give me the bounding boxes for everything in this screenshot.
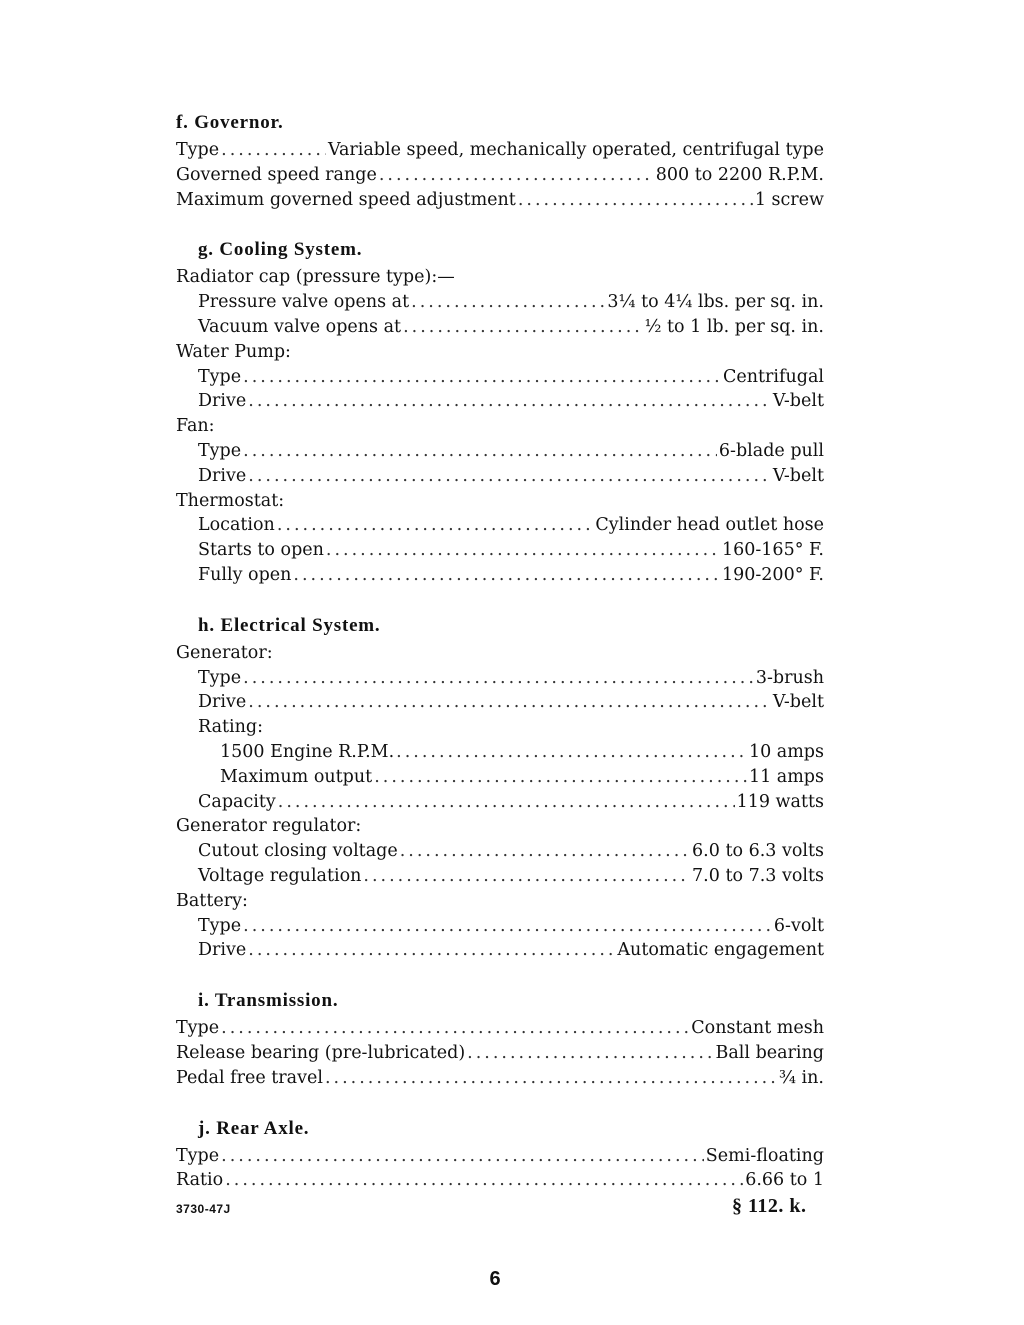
spec-row [176, 914, 824, 939]
leader-dots [403, 315, 642, 340]
section-rear-axle [176, 1114, 824, 1194]
spec-value: 11 amps [748, 766, 824, 787]
subgroup-label [176, 889, 824, 914]
spec-row [176, 163, 824, 188]
leader-dots [379, 163, 654, 188]
spec-label: Ratio [176, 1170, 224, 1191]
leader-dots [221, 1144, 704, 1169]
spec-row [176, 188, 824, 213]
leader-dots [411, 290, 605, 315]
subgroup-label [176, 489, 824, 514]
spec-label: Location [198, 515, 275, 536]
spec-row [176, 839, 824, 864]
spec-row [176, 439, 824, 464]
spec-value: 7.0 to 7.3 volts [692, 865, 824, 886]
spec-label: Pedal free travel [176, 1067, 323, 1088]
spec-label: Pressure valve opens at [198, 292, 410, 313]
spec-label: Vacuum valve opens at [198, 316, 402, 337]
spec-value: Automatic engagement [617, 940, 824, 961]
section-heading: i. Transmission. [198, 990, 339, 1012]
spec-value: V-belt [772, 465, 824, 486]
section-heading: g. Cooling System. [198, 239, 363, 261]
subgroup-label [176, 814, 824, 839]
leader-dots [243, 365, 721, 390]
leader-dots [467, 1041, 713, 1066]
leader-dots [243, 439, 717, 464]
spec-label: Drive [198, 692, 247, 713]
leader-dots [325, 1066, 777, 1091]
thermostat-label: Thermostat: [176, 490, 285, 511]
spec-row [176, 790, 824, 815]
subgroup-label [176, 641, 824, 666]
spec-row [176, 563, 824, 588]
subgroup-label [176, 340, 824, 365]
water-pump-label: Water Pump: [176, 341, 291, 362]
spec-row [176, 138, 824, 163]
spec-row [176, 365, 824, 390]
spec-label: Fully open [198, 564, 292, 585]
generator-regulator-label: Generator regulator: [176, 816, 362, 837]
spec-label: Type [198, 440, 242, 461]
spec-value: 3-brush [755, 667, 824, 688]
spec-row [176, 938, 824, 963]
spec-value: Semi-floating [705, 1145, 824, 1166]
spec-value: 6.0 to 6.3 volts [692, 841, 824, 862]
spec-row [176, 1168, 824, 1193]
leader-dots [225, 1168, 743, 1193]
battery-label: Battery: [176, 890, 248, 911]
spec-value: 160-165° F. [721, 540, 824, 561]
rating-label: Rating: [198, 717, 264, 738]
leader-dots [277, 513, 594, 538]
spec-row [176, 389, 824, 414]
section-heading: h. Electrical System. [198, 614, 381, 636]
spec-label: Drive [198, 391, 247, 412]
leader-dots [248, 389, 771, 414]
spec-row [176, 740, 824, 765]
spec-row [176, 765, 824, 790]
section-transmission [176, 986, 824, 1090]
spec-value: 6.66 to 1 [745, 1170, 824, 1191]
spec-value: Constant mesh [691, 1018, 824, 1039]
spec-value: V-belt [772, 391, 824, 412]
spec-value: 3¼ to 4¼ lbs. per sq. in. [607, 292, 824, 313]
spec-value: V-belt [772, 692, 824, 713]
spec-label: Maximum governed speed adjustment [176, 189, 516, 210]
spec-row [176, 290, 824, 315]
leader-dots [243, 666, 754, 691]
leader-dots [400, 839, 690, 864]
leader-dots [243, 914, 772, 939]
spec-row [176, 864, 824, 889]
leader-dots [518, 188, 753, 213]
fan-label: Fan: [176, 416, 215, 437]
section-heading: f. Governor. [176, 112, 284, 133]
spec-value: 190-200° F. [721, 564, 824, 585]
spec-value: 6-blade pull [718, 440, 824, 461]
leader-dots [326, 538, 720, 563]
section-cooling-system [176, 235, 824, 587]
spec-label: Type [176, 1018, 220, 1039]
leader-dots [293, 563, 720, 588]
spec-label: Governed speed range [176, 164, 377, 185]
leader-dots [221, 138, 326, 163]
document-code: 3730-47J [176, 1202, 231, 1216]
spec-label: Voltage regulation [198, 865, 362, 886]
spec-row [176, 513, 824, 538]
spec-row [176, 538, 824, 563]
spec-value: Ball bearing [715, 1042, 824, 1063]
leader-dots [221, 1016, 689, 1041]
spec-label: Type [176, 140, 220, 160]
spec-label: Capacity [198, 791, 276, 812]
spec-value: 119 watts [736, 791, 824, 812]
spec-label: Cutout closing voltage [198, 841, 398, 862]
section-electrical-system [176, 611, 824, 963]
leader-dots [278, 790, 735, 815]
spec-label: 1500 Engine R.P.M. [220, 741, 395, 762]
spec-label: Type [176, 1145, 220, 1166]
spec-label: Release bearing (pre-lubricated) [176, 1042, 466, 1063]
section-heading: j. Rear Axle. [198, 1117, 310, 1139]
spec-value: ½ to 1 lb. per sq. in. [644, 316, 824, 337]
generator-label: Generator: [176, 642, 273, 663]
leader-dots [248, 464, 771, 489]
spec-row [176, 464, 824, 489]
subgroup-label [176, 265, 824, 290]
spec-label: Drive [198, 940, 247, 961]
section-reference: § 112. k. [732, 1195, 807, 1217]
spec-value: ¾ in. [779, 1067, 824, 1088]
spec-value: Centrifugal [723, 366, 824, 387]
page-number: 6 [489, 1268, 501, 1290]
spec-label: Drive [198, 465, 247, 486]
leader-dots [374, 765, 747, 790]
spec-label: Maximum output [220, 766, 373, 787]
radiator-cap-label: Radiator cap (pressure type):— [176, 267, 455, 288]
leader-dots [363, 864, 690, 889]
subgroup-label [176, 414, 824, 439]
spec-row [176, 1066, 824, 1091]
leader-dots [396, 740, 747, 765]
leader-dots [248, 938, 615, 963]
spec-value: 1 screw [754, 189, 824, 210]
spec-row [176, 690, 824, 715]
spec-value: 800 to 2200 R.P.M. [655, 164, 824, 185]
spec-value: 10 amps [748, 741, 824, 762]
spec-label: Type [198, 366, 242, 387]
spec-row [176, 315, 824, 340]
spec-label: Starts to open [198, 540, 324, 561]
spec-value: Cylinder head outlet hose [595, 515, 824, 536]
subgroup-label [176, 715, 824, 740]
leader-dots [248, 690, 771, 715]
spec-label: Type [198, 667, 242, 688]
spec-value: 6-volt [773, 915, 824, 936]
spec-row [176, 666, 824, 691]
spec-row [176, 1016, 824, 1041]
spec-row [176, 1041, 824, 1066]
spec-row [176, 1144, 824, 1169]
page-content [176, 108, 824, 1216]
spec-value: Variable speed, mechanically operated, centrifugal type [327, 140, 824, 160]
section-governor [176, 108, 824, 212]
spec-label: Type [198, 915, 242, 936]
